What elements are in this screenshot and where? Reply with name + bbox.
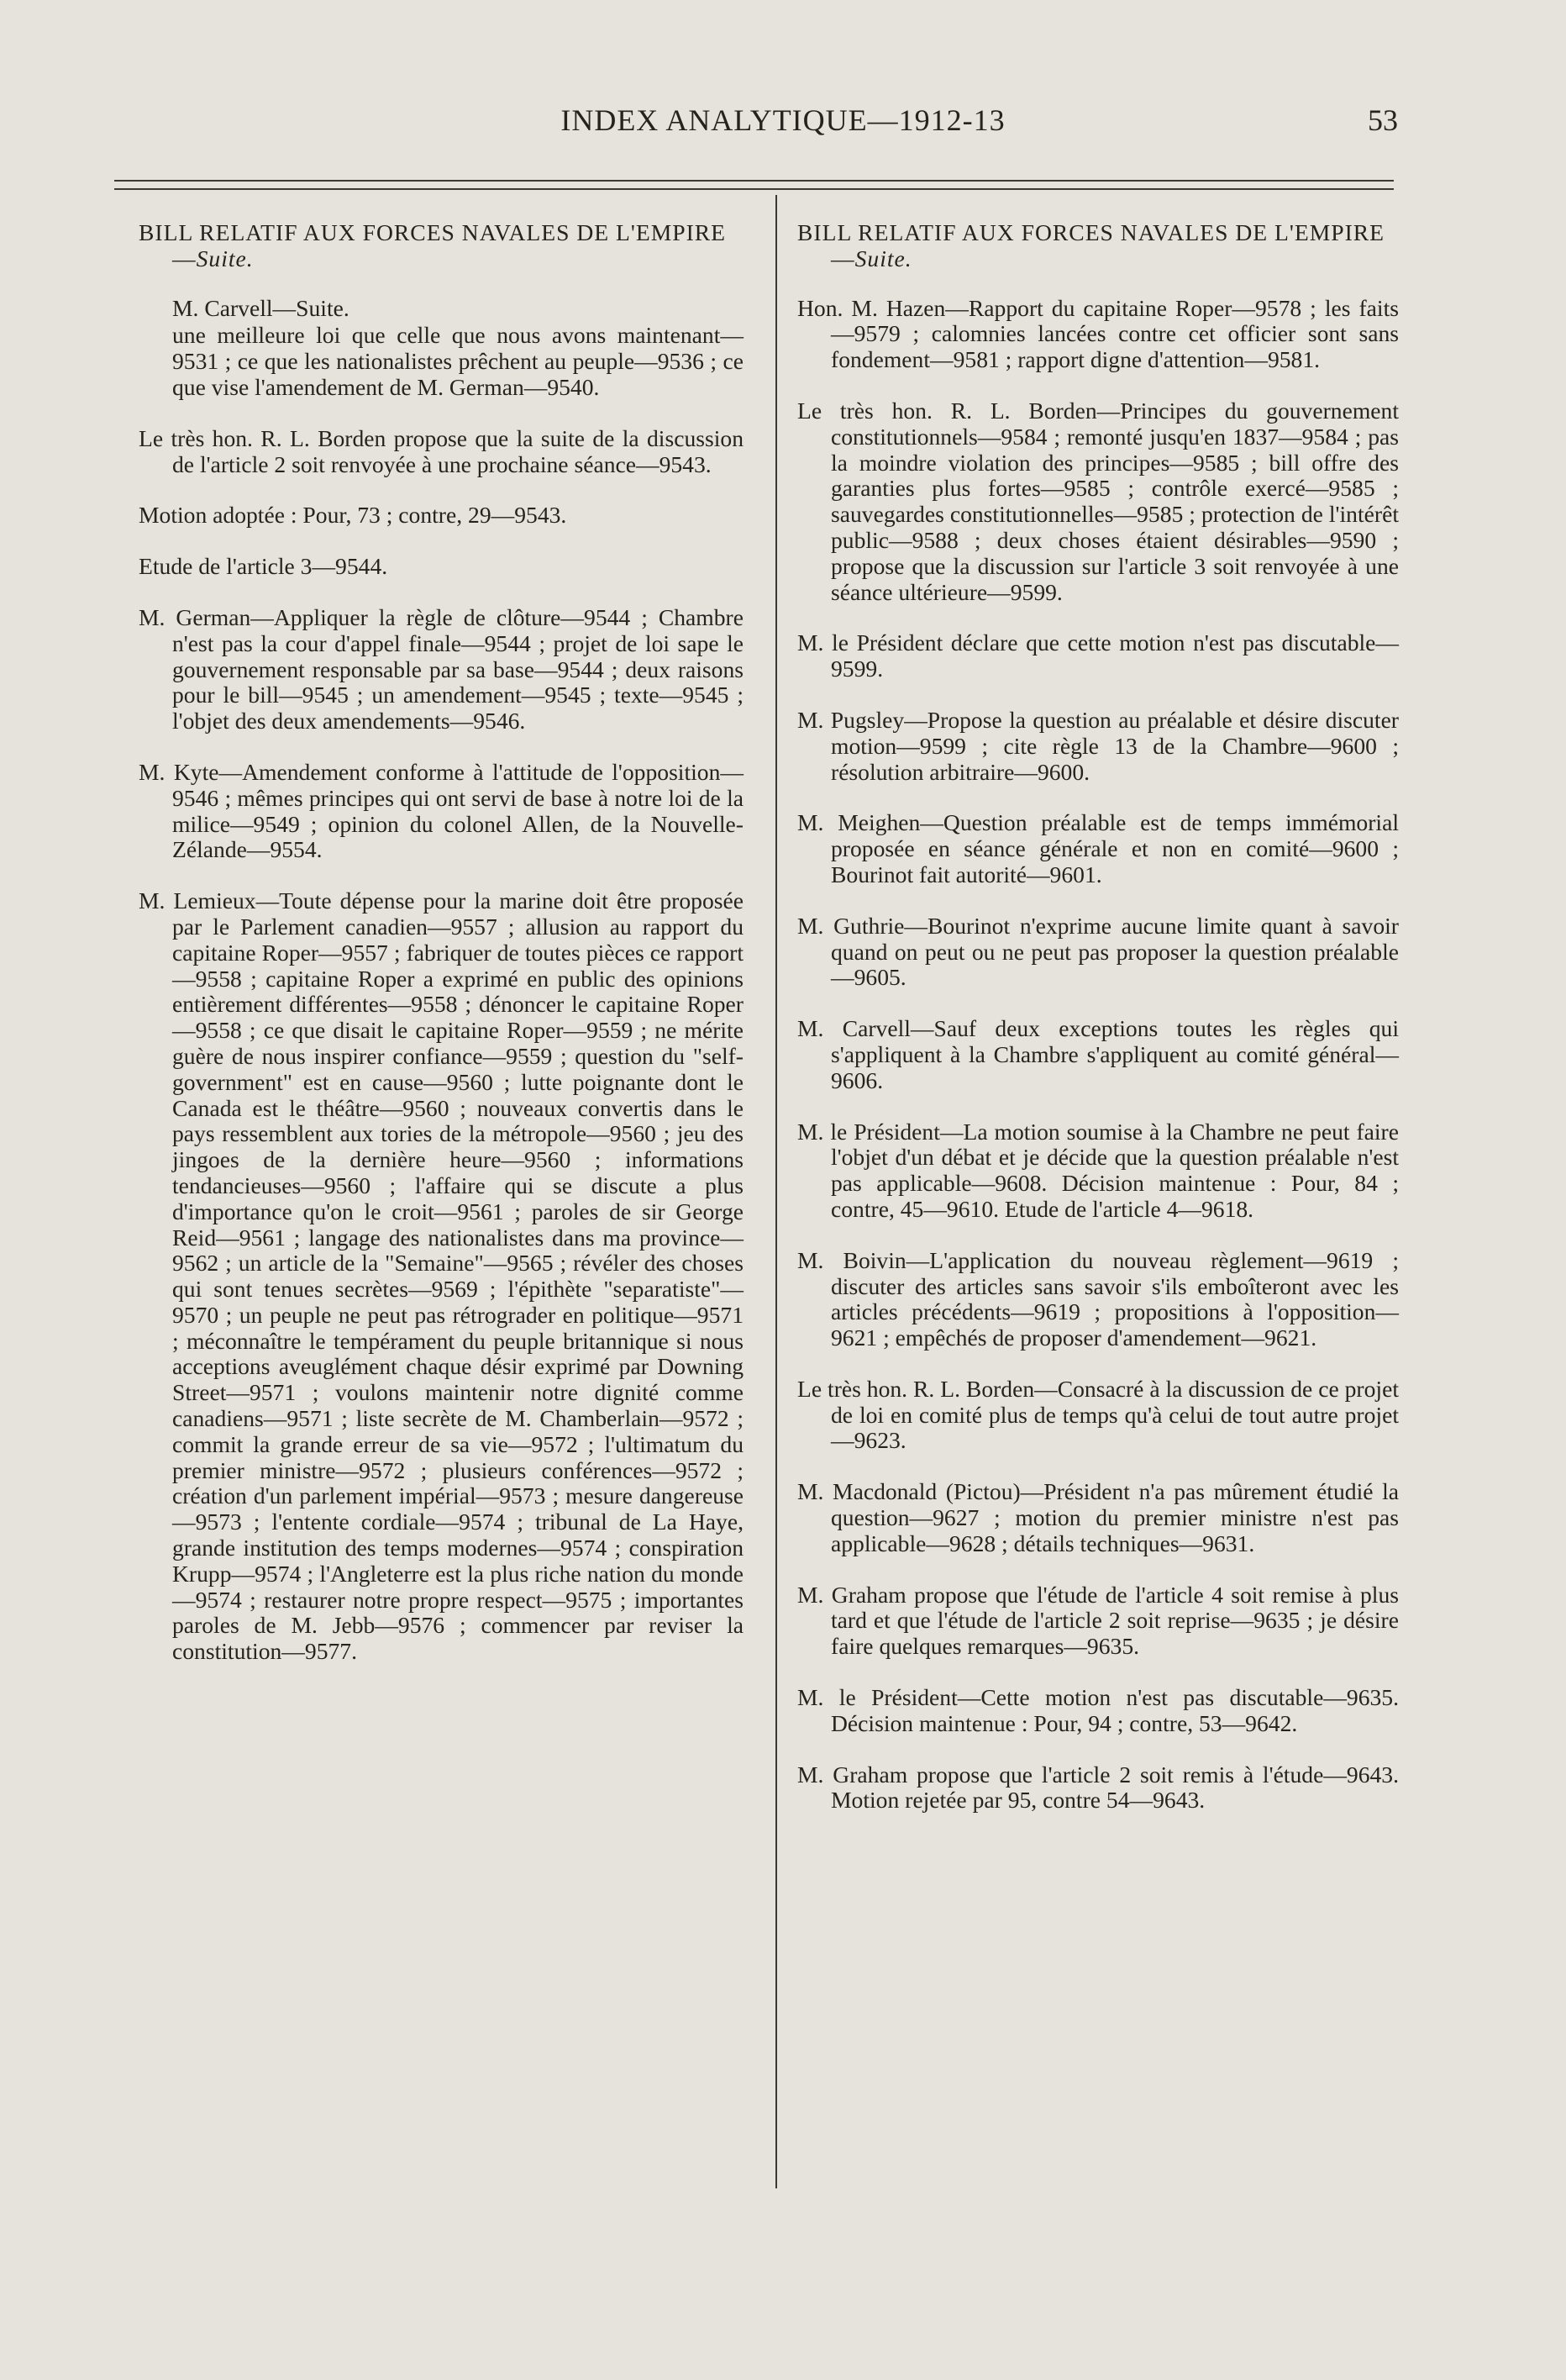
index-entry: M. German—Appliquer la règle de clôture—9544 ; Chambre n'est pas la cour d'appel finale—9544 ; projet de loi sape le gouvernement responsable par sa base—9544 ; deux raisons pour le bill—9545 ; un amendement—9545 ; texte—9545 ; l'objet des deux amendements—9546. xyxy=(139,603,744,735)
right-column-heading xyxy=(797,220,1399,272)
header-rule-top xyxy=(114,180,1394,182)
heading-suite: Suite. xyxy=(854,245,912,271)
index-entry: M. Kyte—Amendement conforme à l'attitude de l'opposition—9546 ; mêmes principes qui ont servi de base à notre loi de la milice—9549 ; opinion du colonel Allen, de la Nouvelle-Zélande—9554. xyxy=(139,758,744,863)
right-column xyxy=(797,220,1399,1839)
continued-speaker xyxy=(172,296,744,322)
index-entry: Le très hon. R. L. Borden propose que la suite de la discussion de l'article 2 soit renvoyée à une prochaine séance—9543. xyxy=(139,424,744,477)
left-column-heading xyxy=(139,220,744,272)
index-entry: M. Carvell—Sauf deux exceptions toutes les règles qui s'appliquent à la Chambre s'appliquent au comité général—9606. xyxy=(797,1015,1399,1093)
index-entry: M. Guthrie—Bourinot n'exprime aucune limite quant à savoir quand on peut ou ne peut pas proposer la question préalable—9605. xyxy=(797,912,1399,991)
index-entry: M. Graham propose que l'article 2 soit remis à l'étude—9643. Motion rejetée par 95, contre 54—9643. xyxy=(797,1761,1399,1814)
page-number: 53 xyxy=(1368,103,1398,137)
index-entry: M. Graham propose que l'étude de l'article 4 soit remise à plus tard et que l'étude de l'article 2 soit reprise—9635 ; je désire faire quelques remarques—9635. xyxy=(797,1581,1399,1660)
index-entry: Motion adoptée : Pour, 73 ; contre, 29—9543. xyxy=(139,502,567,529)
speaker-name: M. Carvell— xyxy=(172,294,297,321)
heading-suite: Suite. xyxy=(196,245,254,271)
index-entry: une meilleure loi que celle que nous avons maintenant—9531 ; ce que les nationalistes prêchent au peuple—9536 ; ce que vise l'amendement de M. German—9540. xyxy=(172,322,744,400)
index-entry: M. le Président—Cette motion n'est pas discutable—9635. Décision maintenue : Pour, 94 ; contre, 53—9642. xyxy=(797,1684,1399,1736)
index-entry: Le très hon. R. L. Borden—Principes du gouvernement constitutionnels—9584 ; remonté jusqu'en 1837—9584 ; pas la moindre violation des principes—9585 ; bill offre des garanties plus fortes—9585 ; contrôle exercé—9585 ; sauvegardes constitutionnelles—9585 ; protection de l'intérêt public—9588 ; deux choses étaient désirables—9590 ; propose que la discussion sur l'article 3 soit renvoyée à une séance ultérieure—9599. xyxy=(797,397,1399,605)
header-rule-bottom xyxy=(114,188,1394,190)
index-entry: M. le Président—La motion soumise à la Chambre ne peut faire l'objet d'un débat et je décide que la question préalable n'est pas applicable—9608. Décision maintenue : Pour, 84 ; contre, 45—9610. Etude de l'article 4—9618. xyxy=(797,1118,1399,1222)
index-entry: Hon. M. Hazen—Rapport du capitaine Roper—9578 ; les faits—9579 ; calomnies lancées contre cet officier sont sans fondement—9581 ; rapport digne d'attention—9581. xyxy=(797,294,1399,373)
heading-text: BILL RELATIF AUX FORCES NAVALES DE L'EMPIRE— xyxy=(797,219,1385,271)
heading-text: BILL RELATIF AUX FORCES NAVALES DE L'EMPIRE— xyxy=(139,219,727,271)
running-title: INDEX ANALYTIQUE—1912-13 xyxy=(560,103,1006,137)
index-entry: M. Meighen—Question préalable est de temps immémorial proposée en séance générale et non en comité—9600 ; Bourinot fait autorité—9601. xyxy=(797,809,1399,887)
index-entry: M. Macdonald (Pictou)—Président n'a pas mûrement étudié la question—9627 ; motion du premier ministre n'est pas applicable—9628 ; détails techniques—9631. xyxy=(797,1478,1399,1556)
column-divider xyxy=(775,195,777,2188)
index-entry: M. le Président déclare que cette motion n'est pas discutable—9599. xyxy=(797,629,1399,682)
index-entry: M. Pugsley—Propose la question au préalable et désire discuter motion—9599 ; cite règle 13 de la Chambre—9600 ; résolution arbitraire—9600. xyxy=(797,706,1399,785)
index-entry: M. Boivin—L'application du nouveau règlement—9619 ; discuter des articles sans savoir s'ils emboîteront avec les articles précédents—9619 ; propositions à l'opposition—9621 ; empêchés de proposer d'amendement—9621. xyxy=(797,1246,1399,1351)
left-column xyxy=(139,220,744,1690)
speaker-suite: Suite. xyxy=(296,294,349,321)
index-entry: Etude de l'article 3—9544. xyxy=(139,553,388,580)
index-entry: M. Lemieux—Toute dépense pour la marine doit être proposée par le Parlement canadien—9557 ; allusion au rapport du capitaine Roper—9557 ; fabriquer de toutes pièces ce rapport—9558 ; capitaine Roper a exprimé en public des opinions entièrement différentes—9558 ; dénoncer le capitaine Roper—9558 ; ce que disait le capitaine Roper—9559 ; ne mérite guère de nous inspirer confiance—9559 ; question du "self-government" est en cause—9560 ; lutte poignante dont le Canada est le théâtre—9560 ; nouveaux convertis dans le pays ressemblent aux tories de la métropole—9560 ; jeu des jingoes de la dernière heure—9560 ; informations tendancieuses—9560 ; l'affaire qui se discute a plus d'importance qu'on le croit—9561 ; paroles de sir George Reid—9561 ; langage des nationalistes dans ma province—9562 ; un article de la "Semaine"—9565 ; révéler des choses qui sont tenues secrètes—9569 ; l'épithète "separatiste"—9570 ; un peuple ne peut pas rétrograder en politique—9571 ; méconnaître le tempérament du peuple britannique si nous acceptions aveuglément chaque désir exprimé par Downing Street—9571 ; voulons maintenir notre dignité comme canadiens—9571 ; liste secrète de M. Chamberlain—9572 ; commit la grande erreur de sa vie—9572 ; l'ultimatum du premier ministre—9572 ; plusieurs conférences—9572 ; création d'un parlement impérial—9573 ; mesure dangereuse—9573 ; l'entente cordiale—9574 ; tribunal de La Haye, grande institution des temps modernes—9574 ; conspiration Krupp—9574 ; l'Angleterre est la plus riche nation du monde—9574 ; restaurer notre propre respect—9575 ; importantes paroles de M. Jebb—9576 ; commencer par reviser la constitution—9577. xyxy=(139,887,744,1665)
index-entry: Le très hon. R. L. Borden—Consacré à la discussion de ce projet de loi en comité plus de temps qu'à celui de tout autre projet—9623. xyxy=(797,1375,1399,1454)
page-header xyxy=(0,103,1566,153)
